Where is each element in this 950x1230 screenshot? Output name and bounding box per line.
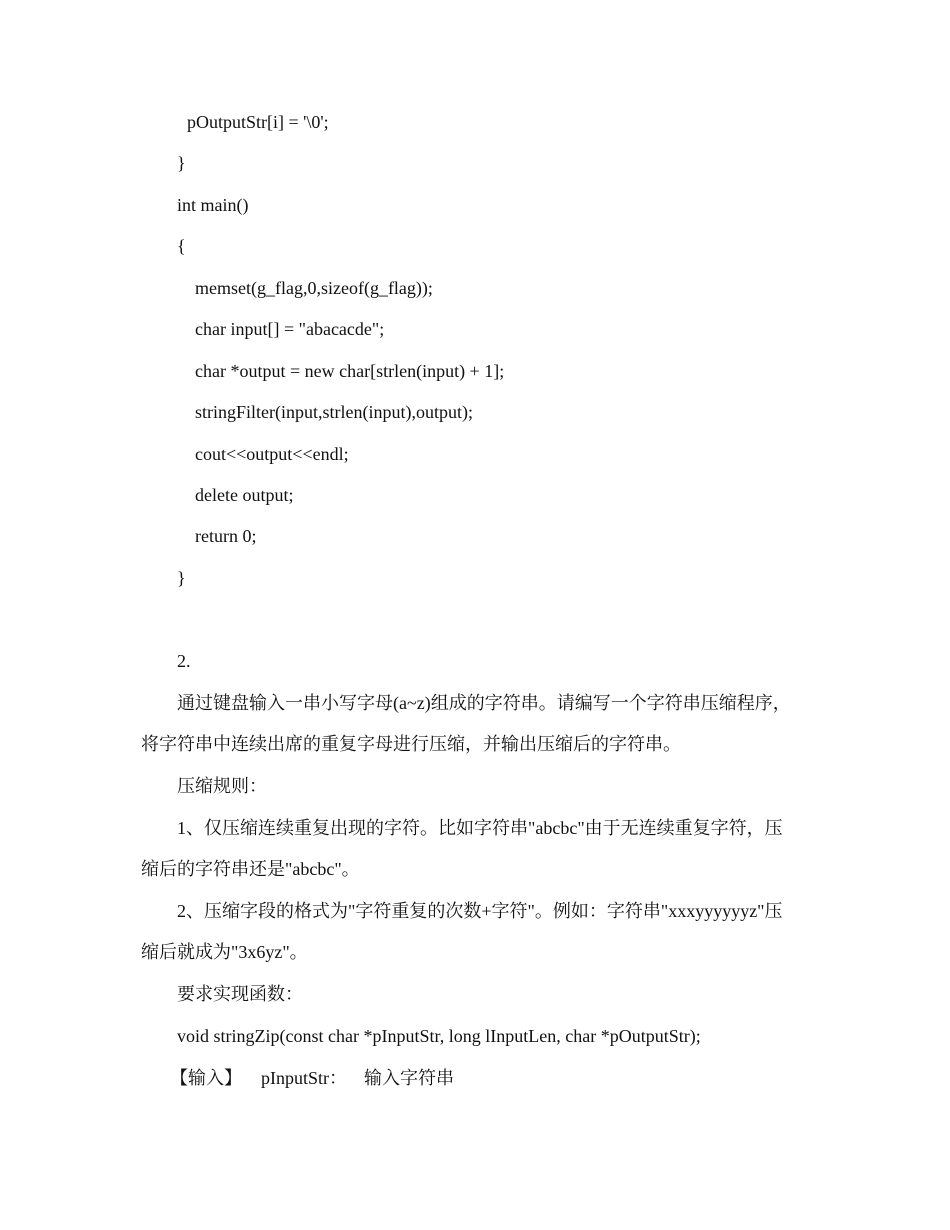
- problem-intro-line-1: 通过键盘输入一串小写字母(a~z)组成的字符串。请编写一个字符串压缩程序，: [177, 693, 791, 713]
- code-line: char input[] = "abacacde";: [195, 319, 385, 339]
- function-signature: void stringZip(const char *pInputStr, long lInputLen, char *pOutputStr);: [177, 1026, 701, 1046]
- code-line: delete output;: [195, 485, 294, 505]
- code-line: }: [177, 568, 186, 588]
- function-heading: 要求实现函数：: [177, 984, 303, 1004]
- code-line: {: [177, 236, 186, 256]
- rule-2-line-1: 2、压缩字段的格式为"字符重复的次数+字符"。例如：字符串"xxxyyyyyyz"压: [177, 901, 783, 921]
- code-line: }: [177, 153, 186, 173]
- code-line: memset(g_flag,0,sizeof(g_flag));: [195, 278, 433, 298]
- rule-2-line-2: 缩后就成为"3x6yz"。: [141, 942, 308, 962]
- input-label: 【输入】: [170, 1068, 242, 1088]
- problem-intro-line-2: 将字符串中连续出席的重复字母进行压缩，并输出压缩后的字符串。: [141, 734, 681, 754]
- code-line: stringFilter(input,strlen(input),output);: [195, 402, 473, 422]
- rule-1-line-1: 1、仅压缩连续重复出现的字符。比如字符串"abcbc"由于无连续重复字符，压: [177, 818, 783, 838]
- input-param-name: pInputStr：: [261, 1068, 348, 1088]
- code-line: int main(): [177, 195, 249, 215]
- code-line: cout<<output<<endl;: [195, 444, 349, 464]
- rules-heading: 压缩规则：: [177, 776, 267, 796]
- code-line: char *output = new char[strlen(input) + 1];: [195, 361, 505, 381]
- code-line: return 0;: [195, 526, 257, 546]
- section-number: 2.: [177, 651, 191, 671]
- code-line: pOutputStr[i] = '\0';: [187, 112, 329, 132]
- input-param-description: 输入字符串: [364, 1068, 454, 1088]
- rule-1-line-2: 缩后的字符串还是"abcbc"。: [141, 859, 360, 879]
